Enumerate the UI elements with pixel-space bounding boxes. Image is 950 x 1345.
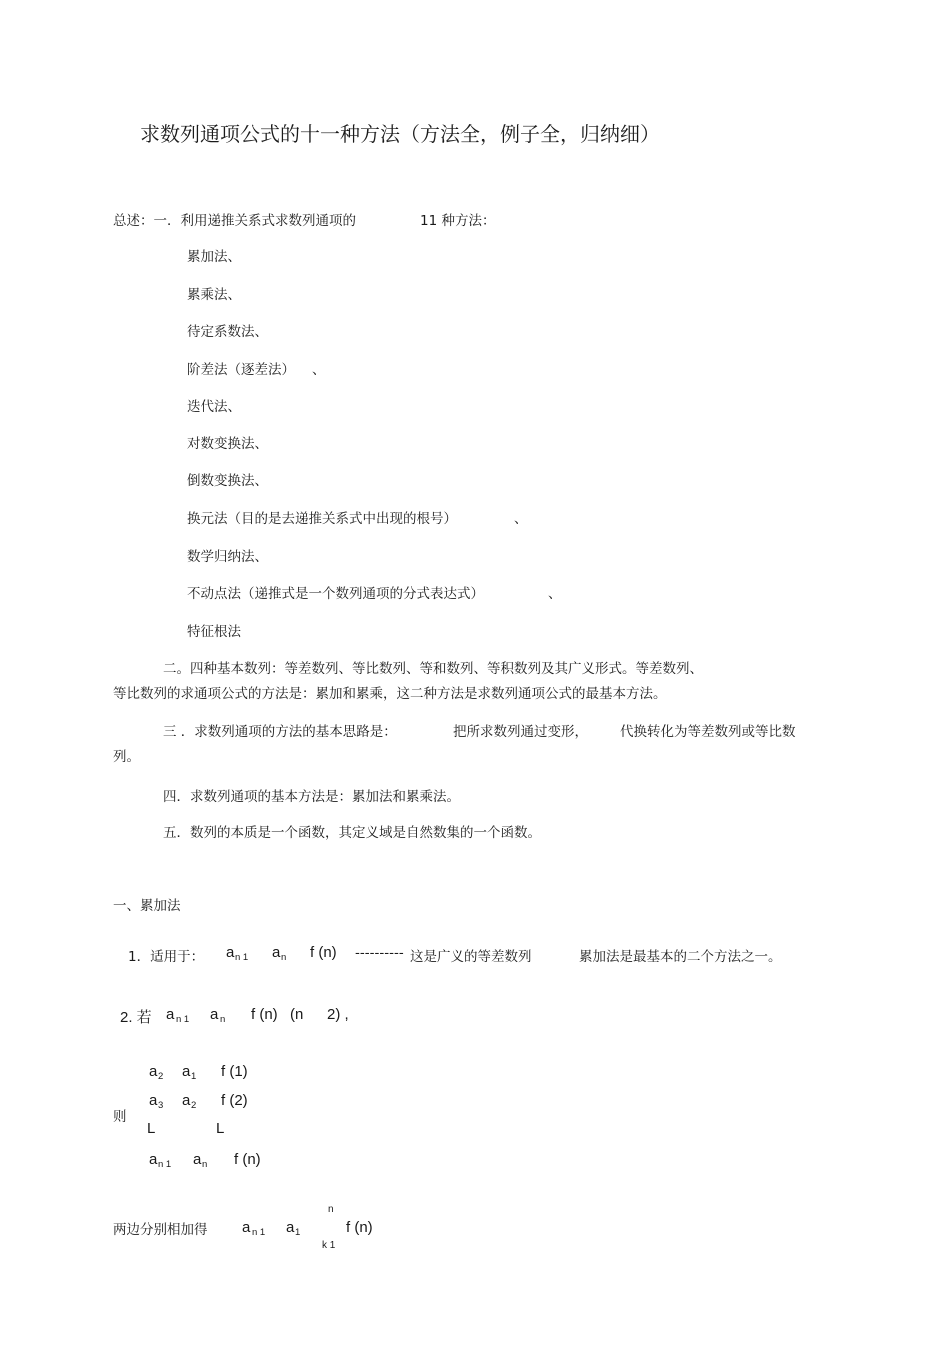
eq-f: f (1) <box>221 1063 248 1080</box>
eq-lhs: a <box>149 1092 158 1109</box>
section-heading: 一、累加法 <box>113 898 181 914</box>
eq-rhs-sub: 1 <box>191 1071 197 1082</box>
item1-sub-n: n <box>281 952 287 963</box>
eq-rhs-sub: 2 <box>191 1100 197 1111</box>
item2-label: 2. 若 <box>120 1009 152 1026</box>
point-five: 五．数列的本质是一个函数，其定义域是自然数集的一个函数。 <box>163 825 541 841</box>
method-item-comma: 、 <box>514 511 528 527</box>
sum-lower: k 1 <box>322 1240 336 1251</box>
point-three-c: 代换转化为等差数列或等比数 <box>620 724 796 740</box>
method-item: 待定系数法、 <box>187 324 268 340</box>
method-item: 迭代法、 <box>187 399 241 415</box>
sum-label: 两边分别相加得 <box>113 1222 208 1238</box>
item2-fn: f (n) <box>251 1006 278 1023</box>
method-item: 累乘法、 <box>187 287 241 303</box>
eq-lhs: a <box>149 1151 158 1168</box>
method-item: 数学归纳法、 <box>187 549 268 565</box>
item1-label: 1．适用于： <box>128 949 205 965</box>
point-two-line2: 等比数列的求通项公式的方法是：累加和累乘，这二种方法是求数列通项公式的最基本方法。 <box>113 686 667 702</box>
item2-a2: a <box>210 1006 219 1023</box>
eq-f: f (2) <box>221 1092 248 1109</box>
eq-lhs-sub: 3 <box>158 1100 164 1111</box>
point-three-d: 列。 <box>113 749 140 765</box>
point-four: 四．求数列通项的基本方法是：累加法和累乘法。 <box>163 789 460 805</box>
eq-ellipsis-right: L <box>216 1120 225 1137</box>
item2-sub-n: n <box>220 1014 226 1025</box>
method-item: 累加法、 <box>187 249 241 265</box>
method-item: 换元法（目的是去递推关系式中出现的根号） <box>187 511 457 527</box>
method-item: 特征根法 <box>187 624 241 640</box>
sum-upper: n <box>328 1204 334 1215</box>
page-title: 求数列通项公式的十一种方法（方法全，例子全，归纳细） <box>140 122 660 146</box>
method-item-comma: 、 <box>312 362 326 378</box>
sum-sub-n1: n 1 <box>252 1227 266 1238</box>
item1-sub-n1: n 1 <box>235 952 249 963</box>
item1-dashes: ---------- <box>355 945 404 961</box>
item2-sub-n1: n 1 <box>176 1014 190 1025</box>
then-label: 则 <box>113 1109 127 1125</box>
item1-desc2: 累加法是最基本的二个方法之一。 <box>579 949 782 965</box>
eq-rhs-sub: n <box>202 1159 208 1170</box>
eq-f: f (n) <box>234 1151 261 1168</box>
overview-intro: 总述：一．利用递推关系式求数列通项的 <box>113 213 356 229</box>
item1-a2: a <box>272 944 281 961</box>
eq-ellipsis-left: L <box>147 1120 156 1137</box>
eq-rhs: a <box>182 1063 191 1080</box>
eq-rhs: a <box>193 1151 202 1168</box>
item1-a: a <box>226 944 235 961</box>
eq-lhs: a <box>149 1063 158 1080</box>
item2-cond: (n <box>290 1006 304 1023</box>
sum-a1: a <box>286 1219 295 1236</box>
item1-desc1: 这是广义的等差数列 <box>410 949 532 965</box>
eq-lhs-sub: 2 <box>158 1071 164 1082</box>
item2-cond-end: 2) , <box>327 1006 349 1023</box>
method-item: 倒数变换法、 <box>187 473 268 489</box>
point-three-b: 把所求数列通过变形， <box>453 724 588 740</box>
method-item: 对数变换法、 <box>187 436 268 452</box>
eq-lhs-sub: n 1 <box>158 1159 172 1170</box>
sum-fn: f (n) <box>346 1219 373 1236</box>
method-item-comma: 、 <box>548 586 562 602</box>
overview-count: 11 种方法： <box>420 213 496 229</box>
point-two-line1: 二。四种基本数列：等差数列、等比数列、等和数列、等积数列及其广义形式。等差数列、 <box>163 661 703 677</box>
sum-sub-1: 1 <box>295 1227 301 1238</box>
item1-fn: f (n) <box>310 944 337 961</box>
eq-rhs: a <box>182 1092 191 1109</box>
sum-a: a <box>242 1219 251 1236</box>
method-item: 不动点法（递推式是一个数列通项的分式表达式） <box>187 586 484 602</box>
method-item: 阶差法（逐差法） <box>187 362 295 378</box>
point-three-a: 三 ．求数列通项的方法的基本思路是： <box>163 724 397 740</box>
item2-a: a <box>166 1006 175 1023</box>
